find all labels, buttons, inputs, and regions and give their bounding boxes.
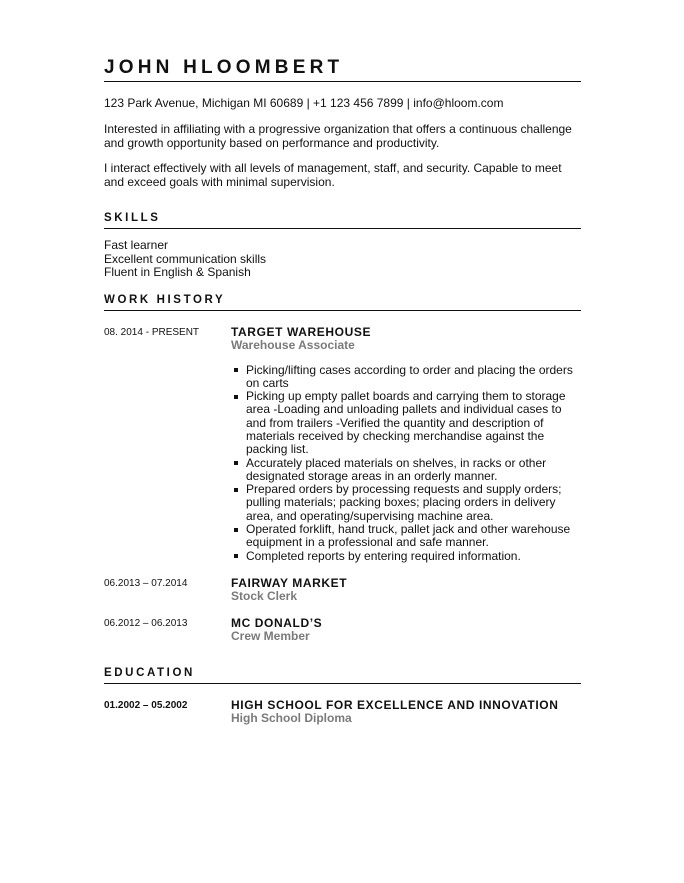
duty-item: Operated forklift, hand truck, pallet jack and other warehouse equipment in a professional and safe manner. xyxy=(246,523,581,550)
skill-item: Fluent in English & Spanish xyxy=(104,265,251,279)
job-employer: TARGET WAREHOUSE xyxy=(231,324,372,339)
name-divider xyxy=(104,81,581,82)
job-role: Crew Member xyxy=(231,628,310,643)
job-entry xyxy=(104,577,581,603)
summary-paragraph-1: Interested in affiliating with a progressive organization that offers a continuous challenge and growth opportunity based on performance and productivity. xyxy=(104,122,572,150)
job-role: Warehouse Associate xyxy=(231,337,355,352)
job-dates: 06.2013 – 07.2014 xyxy=(104,577,188,589)
contact-line: 123 Park Avenue, Michigan MI 60689 | +1 123 456 7899 | info@hloom.com xyxy=(104,96,504,110)
job-duties-list xyxy=(231,364,581,563)
job-employer: MC DONALD’S xyxy=(231,615,323,630)
education-heading: EDUCATION xyxy=(104,666,195,679)
education-school: HIGH SCHOOL FOR EXCELLENCE AND INNOVATION xyxy=(231,697,559,712)
education-entry xyxy=(104,699,581,725)
work-history-divider xyxy=(104,310,581,311)
candidate-name: JOHN HLOOMBERT xyxy=(104,57,344,78)
skills-heading: SKILLS xyxy=(104,212,161,224)
summary-paragraph-2: I interact effectively with all levels of management, staff, and security. Capable to meet and exceed goals with minimal supervision. xyxy=(104,161,562,189)
job-entry xyxy=(104,617,581,643)
duty-item: Prepared orders by processing requests and supply orders; pulling materials; packing boxes; placing orders in delivery area, and operating/supervising machine area. xyxy=(246,483,581,523)
skill-item: Fast learner xyxy=(104,238,169,252)
job-role: Stock Clerk xyxy=(231,588,298,603)
education-dates: 01.2002 – 05.2002 xyxy=(104,699,188,711)
duty-item: Completed reports by entering required information. xyxy=(246,550,581,563)
work-history-heading: WORK HISTORY xyxy=(104,293,226,306)
job-dates: 06.2012 – 06.2013 xyxy=(104,617,188,629)
job-employer: FAIRWAY MARKET xyxy=(231,575,348,590)
duty-item: Picking/lifting cases according to order and placing the orders on carts xyxy=(246,364,581,391)
education-divider xyxy=(104,683,581,684)
education-degree: High School Diploma xyxy=(231,710,352,725)
duty-item: Picking up empty pallet boards and carrying them to storage area -Loading and unloading pallets and individual cases to and from trailers -Verified the quantity and description of materials received by checking merchandise against the packing list. xyxy=(246,390,581,456)
job-dates: 08. 2014 - PRESENT xyxy=(104,326,200,338)
skills-divider xyxy=(104,228,581,229)
duty-item: Accurately placed materials on shelves, in racks or other designated storage areas in an orderly manner. xyxy=(246,457,581,484)
job-entry xyxy=(104,326,581,563)
skill-item: Excellent communication skills xyxy=(104,251,267,266)
skills-list xyxy=(104,239,581,280)
